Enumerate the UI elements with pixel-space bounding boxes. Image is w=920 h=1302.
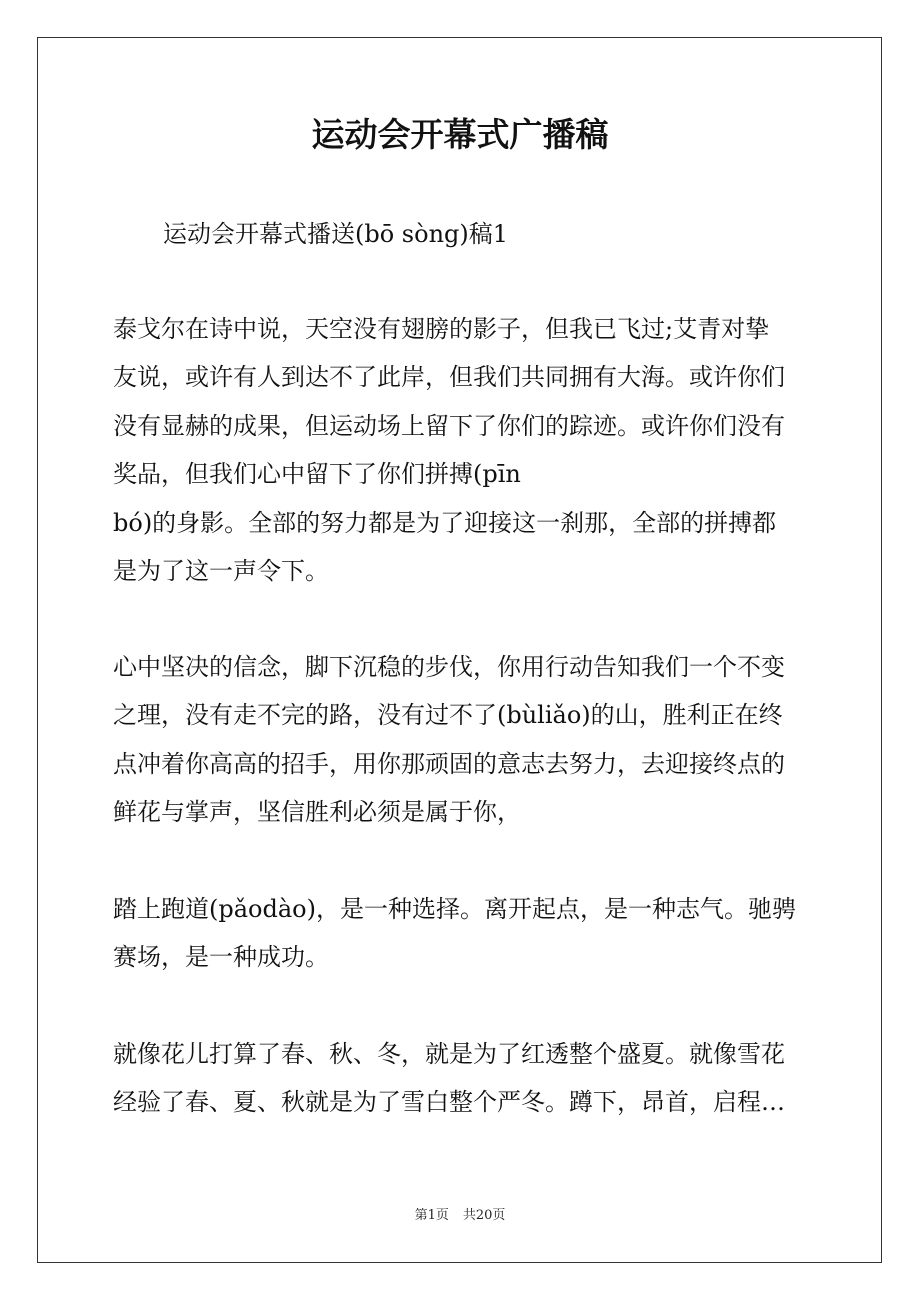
paragraph-line: 赛场，是一种成功。: [113, 943, 329, 972]
paragraph-line: 奖品，但我们心中留下了你们拼搏(pīn: [113, 460, 521, 489]
paragraph-line: 心中坚决的信念，脚下沉稳的步伐，你用行动告知我们一个不变: [113, 653, 785, 681]
document-title: 运动会开幕式广播稿: [311, 115, 609, 154]
paragraph-line: 踏上跑道(pǎodào)，是一种选择。离开起点，是一种志气。驰骋: [113, 895, 796, 923]
page-footer: [0, 1207, 920, 1225]
paragraph-line: 点冲着你高高的招手，用你那顽固的意志去努力，去迎接终点的: [113, 749, 785, 778]
paragraph-2: [113, 643, 813, 837]
paragraph-1: [113, 305, 813, 595]
paragraph-line: 就像花儿打算了春、秋、冬，就是为了红透整个盛夏。就像雪花: [113, 1040, 785, 1068]
paragraph-line: 泰戈尔在诗中说，天空没有翅膀的影子，但我已飞过;艾青对挚: [113, 315, 770, 343]
paragraph-line: 没有显赫的成果，但运动场上留下了你们的踪迹。或许你们没有: [113, 411, 785, 440]
paragraph-line: 友说，或许有人到达不了此岸，但我们共同拥有大海。或许你们: [113, 363, 785, 392]
page-total: 共20页: [462, 1208, 506, 1223]
paragraph-line: 是为了这一声令下。: [113, 556, 329, 585]
paragraph-line: 经验了春、夏、秋就是为了雪白整个严冬。蹲下，昂首，启程…: [113, 1088, 785, 1117]
page-number: 第1页: [414, 1208, 449, 1223]
paragraph-line: 之理，没有走不完的路，没有过不了(bùliǎo)的山，胜利正在终: [113, 701, 783, 730]
document-subtitle: 运动会开幕式播送(bō sòng)稿1: [163, 220, 509, 248]
paragraph-line: bó)的身影。全部的努力都是为了迎接这一刹那，全部的拼搏都: [113, 508, 777, 537]
paragraph-line: 鲜花与掌声，坚信胜利必须是属于你，: [113, 798, 521, 827]
paragraph-3: [113, 885, 813, 982]
paragraph-4: [113, 1030, 813, 1127]
